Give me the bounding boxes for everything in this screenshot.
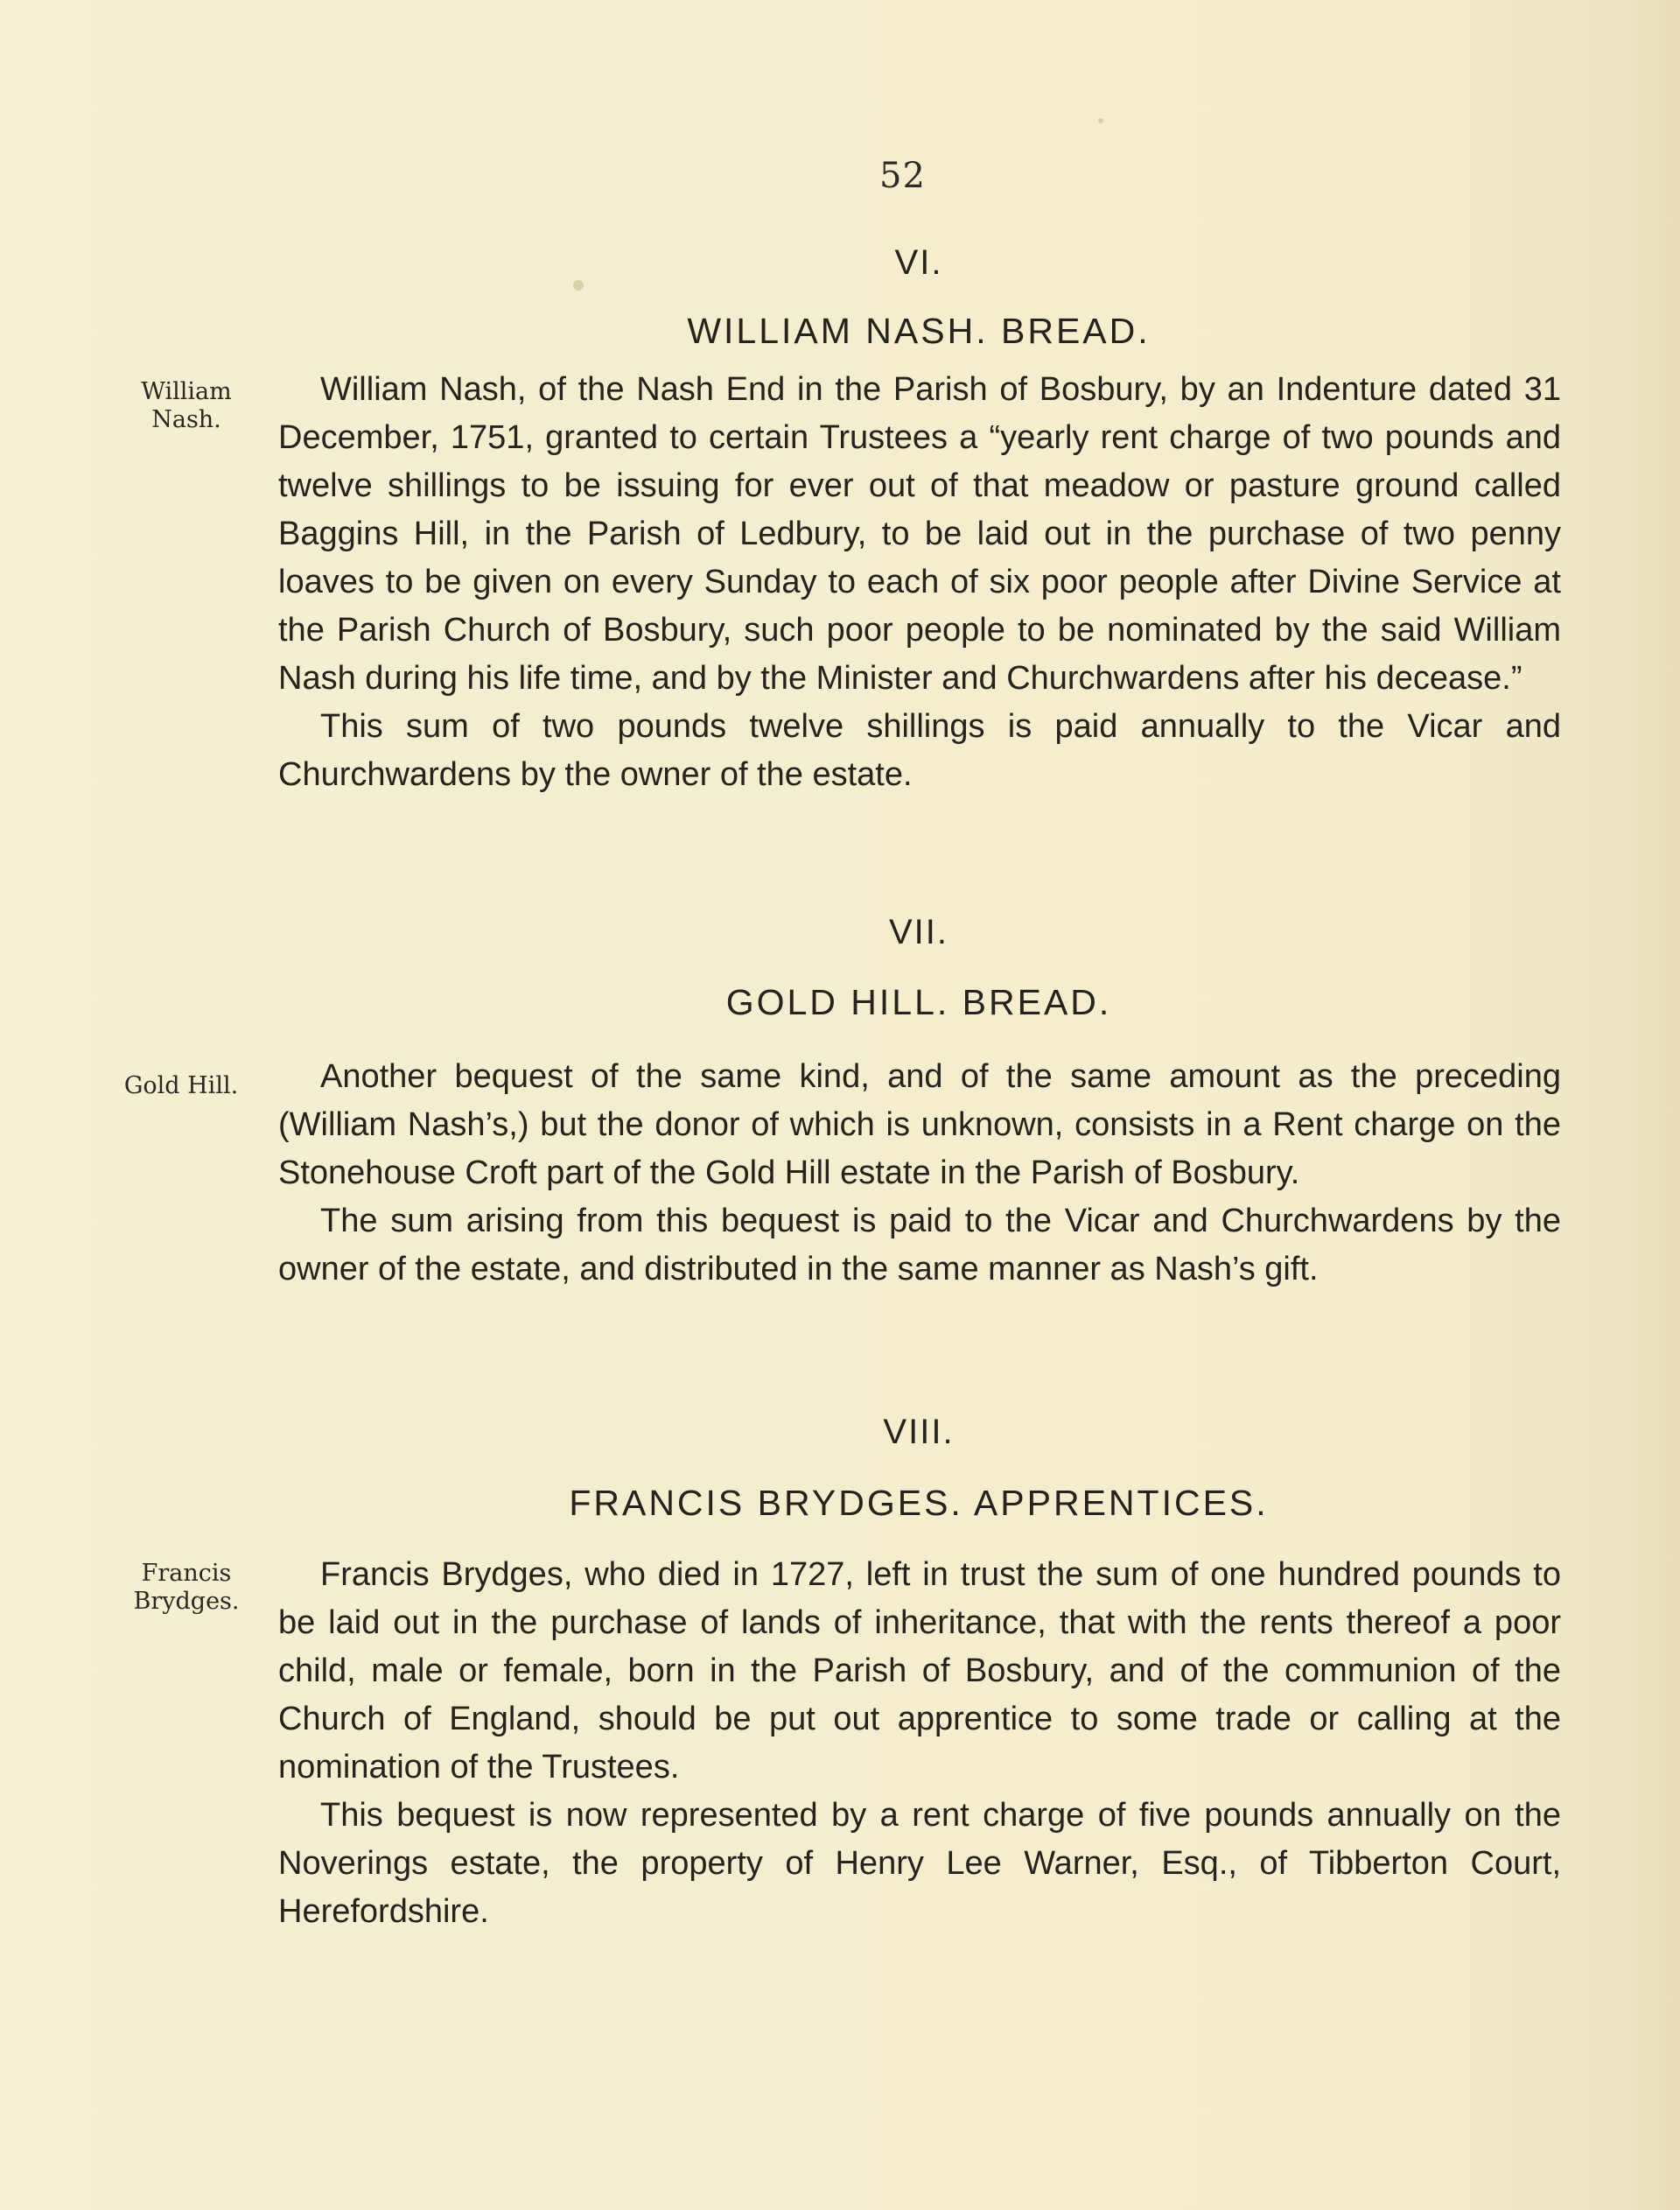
paragraph: The sum arising from this bequest is paid to the Vicar and Churchwardens by the owner of the estate, and distributed in the same manner as Nash’s gift.: [278, 1203, 1561, 1287]
margin-note-line: Gold Hill.: [123, 1072, 239, 1099]
section-heading: FRANCIS BRYDGES. APPRENTICES.: [569, 1483, 1269, 1523]
margin-note-line: Francis: [141, 1560, 232, 1587]
paragraph: This bequest is now represented by a rent charge of five pounds annually on the Noverings estate, the property of Henry Lee Warner, Esq., of Tibberton Court, Herefordshire.: [278, 1797, 1561, 1930]
margin-note: [112, 378, 261, 434]
paragraph: Another bequest of the same kind, and of the same amount as the preceding (William Nash’s,) but the donor of which is unknown, consists in a Rent charge on the Stonehouse Croft part of the Gold Hill estate in the Parish of Bosbury.: [278, 1058, 1561, 1191]
margin-note-line: William: [141, 378, 232, 405]
paragraph: Francis Brydges, who died in 1727, left in trust the sum of one hundred pounds to be laid out in the purchase of lands of inheritance, that with the rents thereof a poor child, male or female, born in the Parish of Bosbury, and of the communion of the Church of England, should be put out apprentice to some trade or calling at the nomination of the Trustees.: [278, 1556, 1561, 1786]
section-heading: WILLIAM NASH. BREAD.: [687, 311, 1151, 351]
margin-note: [107, 1072, 256, 1100]
section-heading: GOLD HILL. BREAD.: [725, 982, 1112, 1022]
margin-note: [112, 1560, 261, 1616]
section-numeral: VIII.: [883, 1413, 955, 1451]
paragraph: William Nash, of the Nash End in the Parish of Bosbury, by an Indenture dated 31 December, 1751, granted to certain Trustees a “yearly rent charge of two pounds and twelve shillings to be issuing for ever out of that meadow or pasture ground called Baggins Hill, in the Parish of Ledbury, to be laid out in the purchase of two penny loaves to be given on every Sunday to each of six poor people after Divine Service at the Parish Church of Bosbury, such poor people to be nominated by the said William Nash during his life time, and by the Minister and Churchwardens after his decease.”: [278, 371, 1561, 697]
margin-note-line: Nash.: [151, 406, 221, 433]
paragraph: This sum of two pounds twelve shillings is paid annually to the Vicar and Churchwardens by the owner of the estate.: [278, 708, 1561, 793]
section-numeral: VI.: [894, 243, 943, 282]
section-numeral: VII.: [888, 913, 949, 951]
margin-note-line: Brydges.: [133, 1588, 240, 1615]
page-number: 52: [879, 156, 926, 196]
paper-speck: [1098, 118, 1103, 123]
section-body: [278, 1053, 1561, 1294]
section-body: [278, 1551, 1561, 1936]
section-body: [278, 366, 1561, 799]
